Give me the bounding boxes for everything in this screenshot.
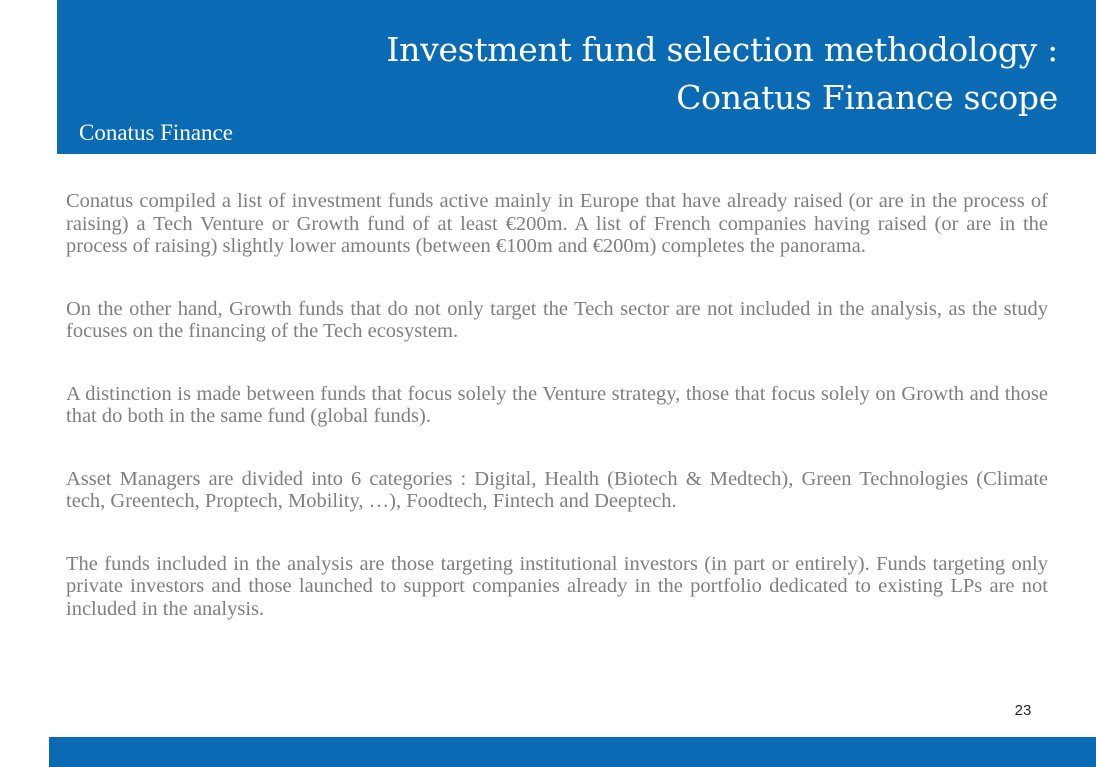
slide-title [386, 26, 1058, 122]
paragraph-investor-scope: The funds included in the analysis are those targeting institutional investors (in part or entirely). Funds targeting only private investors and those launched to support companies already in the portfolio dedicated to existing LPs are not included in the analysis. [66, 552, 1048, 620]
company-name: Conatus Finance [79, 120, 233, 145]
paragraph-fund-list: Conatus compiled a list of investment funds active mainly in Europe that have already raised (or are in the process of raising) a Tech Venture or Growth fund of at least €200m. A list of French companies having raised (or are in the process of raising) slightly lower amounts (between €100m and €200m) completes the panorama. [66, 190, 1048, 257]
slide-title-line-1: Investment fund selection methodology : [386, 30, 1058, 69]
slide-title-line-2: Conatus Finance scope [676, 78, 1058, 117]
footer-bar [49, 737, 1096, 767]
paragraph-categories: Asset Managers are divided into 6 categories : Digital, Health (Biotech & Medtech), Green Technologies (Climate tech, Greentech, Proptech, Mobility, …), Foodtech, Fintech and Deeptech. [66, 467, 1048, 512]
paragraph-growth-funds: On the other hand, Growth funds that do not only target the Tech sector are not included in the analysis, as the study focuses on the financing of the Tech ecosystem. [66, 297, 1048, 342]
page-number: 23 [1014, 702, 1032, 719]
paragraph-strategy-distinction: A distinction is made between funds that focus solely the Venture strategy, those that focus solely on Growth and those that do both in the same fund (global funds). [66, 382, 1048, 427]
header-banner [57, 0, 1096, 154]
body-text [66, 190, 1048, 620]
